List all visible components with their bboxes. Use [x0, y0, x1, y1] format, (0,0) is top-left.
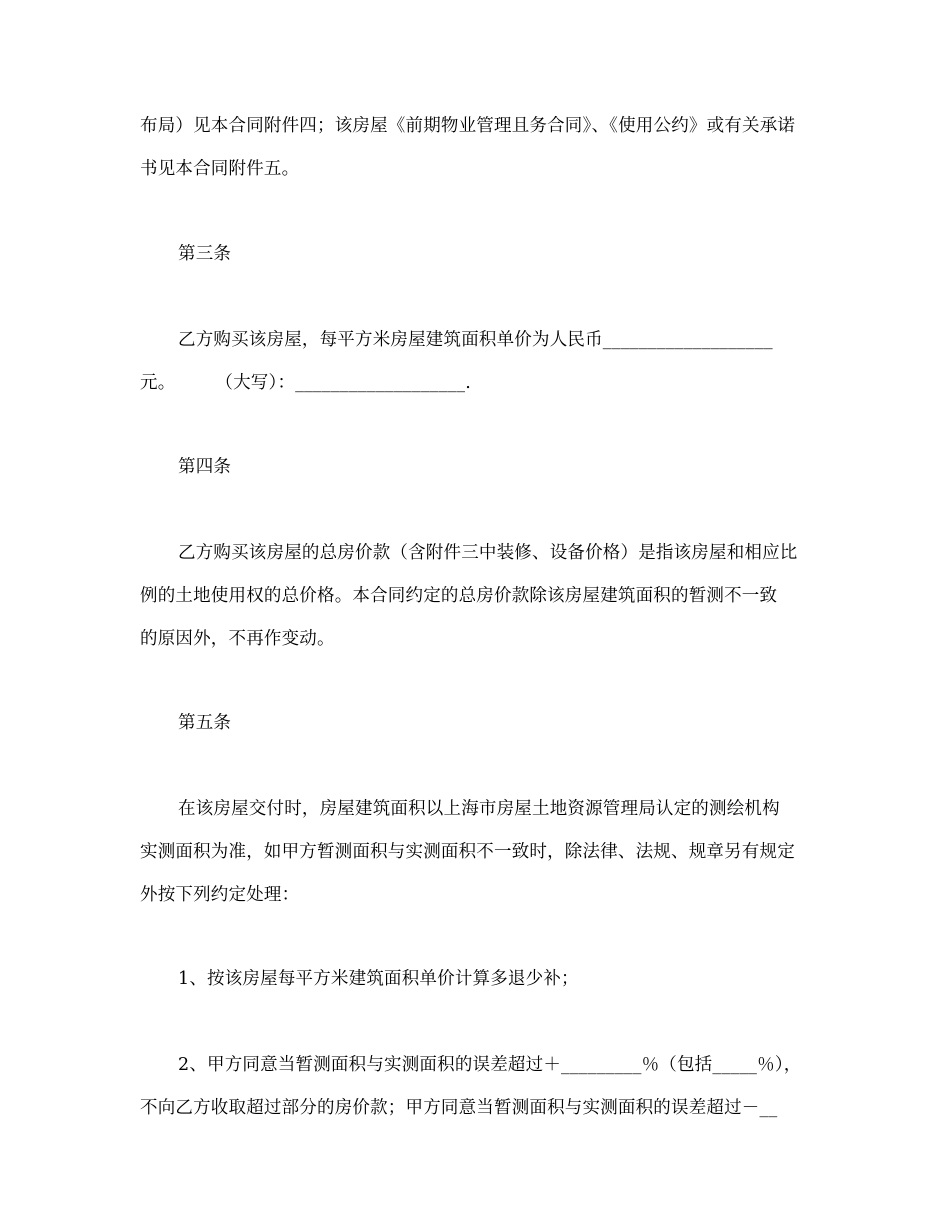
article-5-line-1: 在该房屋交付时，房屋建筑面积以上海市房屋土地资源管理局认定的测绘机构: [178, 799, 780, 819]
article-5-title: 第五条: [178, 713, 232, 733]
article-5-item-1: 1、按该房屋每平方米建筑面积单价计算多退少补；: [178, 969, 579, 989]
article-5-item-2-line-1: 2、甲方同意当暂测面积与实测面积的误差超过＋_________％（包括_____％），: [178, 1055, 802, 1075]
article-5-line-3: 外按下列约定处理：: [140, 885, 300, 905]
article-3-unit: 元。: [140, 373, 176, 393]
article-3-line-1: 乙方购买该房屋，每平方米房屋建筑面积单价为人民币___________________: [178, 330, 773, 350]
article-3-title: 第三条: [178, 244, 232, 264]
paragraph-line-1: 布局）见本合同附件四；该房屋《前期物业管理且务合同》、《使用公约》或有关承诺: [140, 116, 796, 136]
paragraph-line-2: 书见本合同附件五。: [140, 159, 300, 179]
article-4-line-3: 的原因外，不再作变动。: [140, 629, 335, 649]
article-4-line-1: 乙方购买该房屋的总房价款（含附件三中装修、设备价格）是指该房屋和相应比: [178, 543, 798, 563]
article-5-line-2: 实测面积为准，如甲方暂测面积与实测面积不一致时，除法律、法规、规章另有规定: [140, 842, 795, 862]
article-4-title: 第四条: [178, 457, 232, 477]
article-4-line-2: 例的土地使用权的总价格。本合同约定的总房价款除该房屋建筑面积的暂测不一致: [140, 586, 778, 606]
article-3-line-2: [140, 371, 471, 395]
article-5-item-2-line-2: 不向乙方收取超过部分的房价款；甲方同意当暂测面积与实测面积的误差超过－__: [140, 1098, 778, 1118]
article-3-uppercase-amount: （大写）：___________________.: [215, 373, 471, 393]
